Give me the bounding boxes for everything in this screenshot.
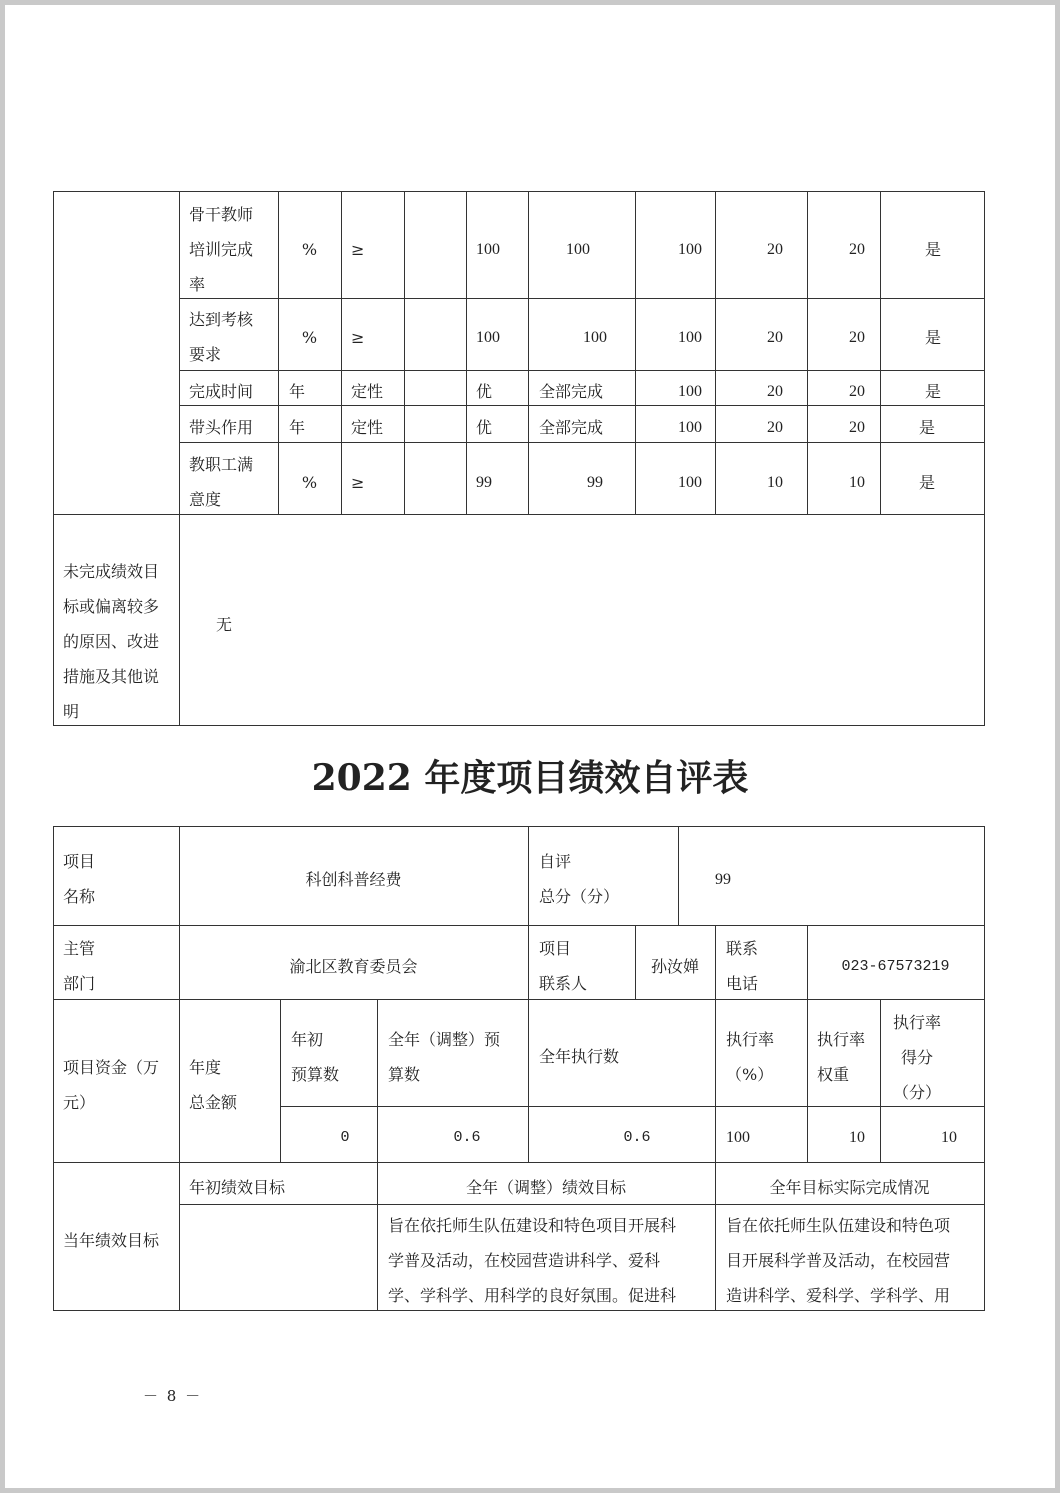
page-number: － 8 － bbox=[143, 1387, 203, 1405]
self-score-value: 99 bbox=[715, 871, 731, 888]
unfinished-reasons-label: 未完成绩效目 标或偏离较多 的原因、改进 措施及其他说 明 bbox=[63, 562, 160, 721]
contact-label: 项目 联系人 bbox=[539, 939, 588, 993]
actual-goal-text: 旨在依托师生队伍建设和特色项 目开展科学普及活动，在校园营 造讲科学、爱科学、学科学、用 bbox=[726, 1216, 951, 1305]
form-title: 2022 年度项目绩效自评表 bbox=[311, 757, 749, 799]
indicator-unit: % bbox=[301, 473, 318, 492]
indicator-target: 优 bbox=[476, 382, 493, 401]
indicator-name: 达到考核 要求 bbox=[189, 310, 254, 364]
indicator-nature: 定性 bbox=[351, 382, 384, 401]
indicator-unit: % bbox=[301, 328, 318, 347]
exec-weight-label: 执行率 权重 bbox=[817, 1030, 866, 1084]
indicator-rate: 100 bbox=[678, 419, 702, 436]
indicator-name: 完成时间 bbox=[189, 382, 254, 401]
indicator-achieved: 是 bbox=[918, 418, 935, 437]
indicator-weight: 20 bbox=[767, 329, 783, 346]
indicator-name: 带头作用 bbox=[189, 418, 254, 437]
contact-value: 孙汝婵 bbox=[650, 957, 699, 976]
adjusted-budget-value: 0.6 bbox=[453, 1129, 481, 1146]
indicator-nature: ≥ bbox=[351, 328, 365, 347]
initial-goal-label: 年初绩效目标 bbox=[189, 1178, 286, 1197]
exec-rate-label: 执行率 （%） bbox=[726, 1030, 775, 1084]
indicator-rate: 100 bbox=[678, 329, 702, 346]
indicator-weight: 20 bbox=[767, 419, 783, 436]
indicator-actual: 100 bbox=[583, 329, 607, 346]
indicator-nature: 定性 bbox=[351, 418, 384, 437]
exec-weight-value: 10 bbox=[849, 1129, 865, 1146]
project-name-value: 科创科普经费 bbox=[305, 870, 402, 889]
indicator-actual: 全部完成 bbox=[539, 418, 604, 437]
indicator-unit: 年 bbox=[289, 382, 306, 401]
indicator-actual: 99 bbox=[587, 474, 603, 491]
indicator-actual: 100 bbox=[566, 241, 590, 258]
indicator-target: 100 bbox=[476, 329, 500, 346]
executed-value: 0.6 bbox=[623, 1129, 651, 1146]
indicator-achieved: 是 bbox=[918, 473, 935, 492]
project-name-label: 项目 名称 bbox=[63, 852, 96, 906]
annual-goals-label: 当年绩效目标 bbox=[63, 1231, 160, 1250]
indicator-weight: 20 bbox=[767, 383, 783, 400]
indicator-rate: 100 bbox=[678, 241, 702, 258]
indicator-score: 20 bbox=[849, 241, 865, 258]
indicator-nature: ≥ bbox=[351, 240, 365, 259]
indicator-actual: 全部完成 bbox=[539, 382, 604, 401]
indicator-target: 优 bbox=[476, 418, 493, 437]
indicator-name: 教职工满 意度 bbox=[189, 455, 254, 509]
executed-label: 全年执行数 bbox=[539, 1047, 620, 1066]
indicator-target: 99 bbox=[476, 474, 492, 491]
exec-rate-value: 100 bbox=[726, 1129, 750, 1146]
indicator-weight: 10 bbox=[767, 474, 783, 491]
indicator-rate: 100 bbox=[678, 474, 702, 491]
indicator-score: 20 bbox=[849, 419, 865, 436]
exec-score-label: 执行率 得分 （分） bbox=[892, 1013, 941, 1102]
department-label: 主管 部门 bbox=[63, 939, 96, 993]
adjusted-budget-label: 全年（调整）预 算数 bbox=[388, 1030, 501, 1084]
indicator-unit: % bbox=[301, 240, 318, 259]
phone-label: 联系 电话 bbox=[726, 939, 759, 993]
indicator-target: 100 bbox=[476, 241, 500, 258]
indicator-name: 骨干教师 培训完成 率 bbox=[189, 205, 254, 294]
funds-label: 项目资金（万 元） bbox=[63, 1058, 160, 1112]
indicator-achieved: 是 bbox=[924, 240, 941, 259]
indicator-achieved: 是 bbox=[924, 328, 941, 347]
document-page bbox=[5, 5, 1055, 1488]
indicator-weight: 20 bbox=[767, 241, 783, 258]
indicator-achieved: 是 bbox=[924, 382, 941, 401]
indicator-nature: ≥ bbox=[351, 473, 365, 492]
annual-total-label: 年度 总金额 bbox=[189, 1058, 238, 1112]
adjusted-goal-label: 全年（调整）绩效目标 bbox=[465, 1178, 626, 1197]
phone-value: 023-67573219 bbox=[841, 958, 950, 975]
indicator-unit: 年 bbox=[289, 418, 306, 437]
indicator-score: 20 bbox=[849, 383, 865, 400]
unfinished-reasons-value: 无 bbox=[216, 615, 233, 634]
self-score-label: 自评 总分（分） bbox=[539, 852, 620, 906]
initial-budget-label: 年初 预算数 bbox=[291, 1030, 340, 1084]
initial-budget-value: 0 bbox=[340, 1129, 350, 1146]
exec-score-value: 10 bbox=[941, 1129, 957, 1146]
actual-goal-label: 全年目标实际完成情况 bbox=[769, 1178, 930, 1197]
indicator-score: 10 bbox=[849, 474, 865, 491]
department-value: 渝北区教育委员会 bbox=[289, 957, 418, 976]
indicator-score: 20 bbox=[849, 329, 865, 346]
adjusted-goal-text: 旨在依托师生队伍建设和特色项目开展科 学普及活动，在校园营造讲科学、爱科 学、学科学、用科学的良好氛围。促进科 bbox=[388, 1216, 677, 1305]
indicator-rate: 100 bbox=[678, 383, 702, 400]
